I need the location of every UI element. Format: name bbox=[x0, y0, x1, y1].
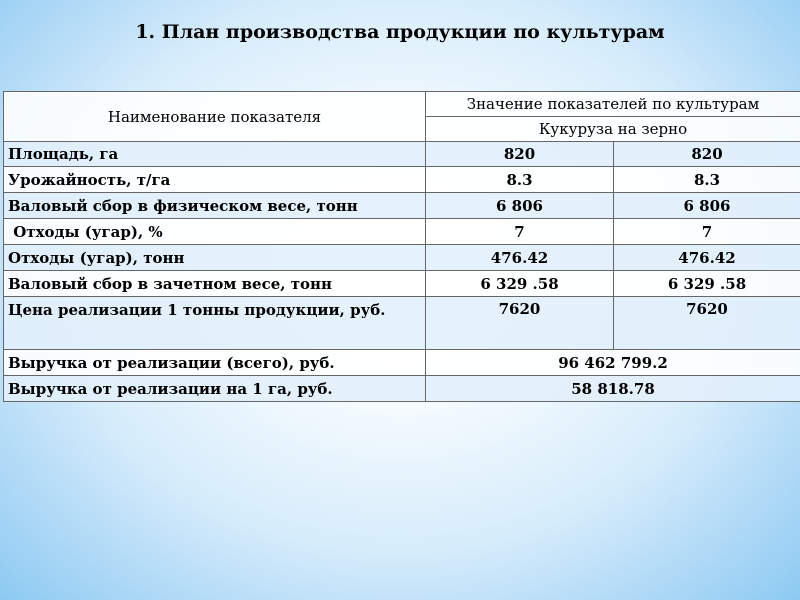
row-label: Урожайность, т/га bbox=[4, 167, 426, 193]
header-values-group: Значение показателей по культурам bbox=[426, 92, 800, 117]
table-row bbox=[4, 167, 800, 193]
header-crop: Кукуруза на зерно bbox=[426, 117, 800, 142]
totals-label: Выручка от реализации на 1 га, руб. bbox=[4, 376, 426, 402]
row-value-1: 8.3 bbox=[426, 167, 614, 193]
totals-value: 58 818.78 bbox=[426, 376, 800, 402]
row-label: Валовый сбор в зачетном весе, тонн bbox=[4, 271, 426, 297]
header-row bbox=[4, 92, 800, 117]
table-row bbox=[4, 142, 800, 167]
row-value-2: 6 329 .58 bbox=[614, 271, 800, 297]
table-row bbox=[4, 271, 800, 297]
totals-row bbox=[4, 350, 800, 376]
production-plan-table bbox=[3, 91, 800, 402]
table-row bbox=[4, 193, 800, 219]
table-row bbox=[4, 245, 800, 271]
row-value-2: 476.42 bbox=[614, 245, 800, 271]
row-value-1: 476.42 bbox=[426, 245, 614, 271]
row-value-2: 6 806 bbox=[614, 193, 800, 219]
row-value-1: 6 806 bbox=[426, 193, 614, 219]
table-row bbox=[4, 219, 800, 245]
header-indicator: Наименование показателя bbox=[4, 92, 426, 142]
totals-label: Выручка от реализации (всего), руб. bbox=[4, 350, 426, 376]
row-label: Отходы (угар), % bbox=[4, 219, 426, 245]
row-label: Цена реализации 1 тонны продукции, руб. bbox=[4, 297, 426, 350]
totals-value: 96 462 799.2 bbox=[426, 350, 800, 376]
row-label: Отходы (угар), тонн bbox=[4, 245, 426, 271]
totals-row bbox=[4, 376, 800, 402]
table-row bbox=[4, 297, 800, 350]
row-value-2: 820 bbox=[614, 142, 800, 167]
row-value-2: 7620 bbox=[614, 297, 800, 350]
row-value-1: 7 bbox=[426, 219, 614, 245]
row-label: Валовый сбор в физическом весе, тонн bbox=[4, 193, 426, 219]
row-value-2: 7 bbox=[614, 219, 800, 245]
row-value-2: 8.3 bbox=[614, 167, 800, 193]
row-value-1: 6 329 .58 bbox=[426, 271, 614, 297]
row-value-1: 820 bbox=[426, 142, 614, 167]
row-value-1: 7620 bbox=[426, 297, 614, 350]
row-label: Площадь, га bbox=[4, 142, 426, 167]
page-title: 1. План производства продукции по культурам bbox=[135, 21, 665, 43]
